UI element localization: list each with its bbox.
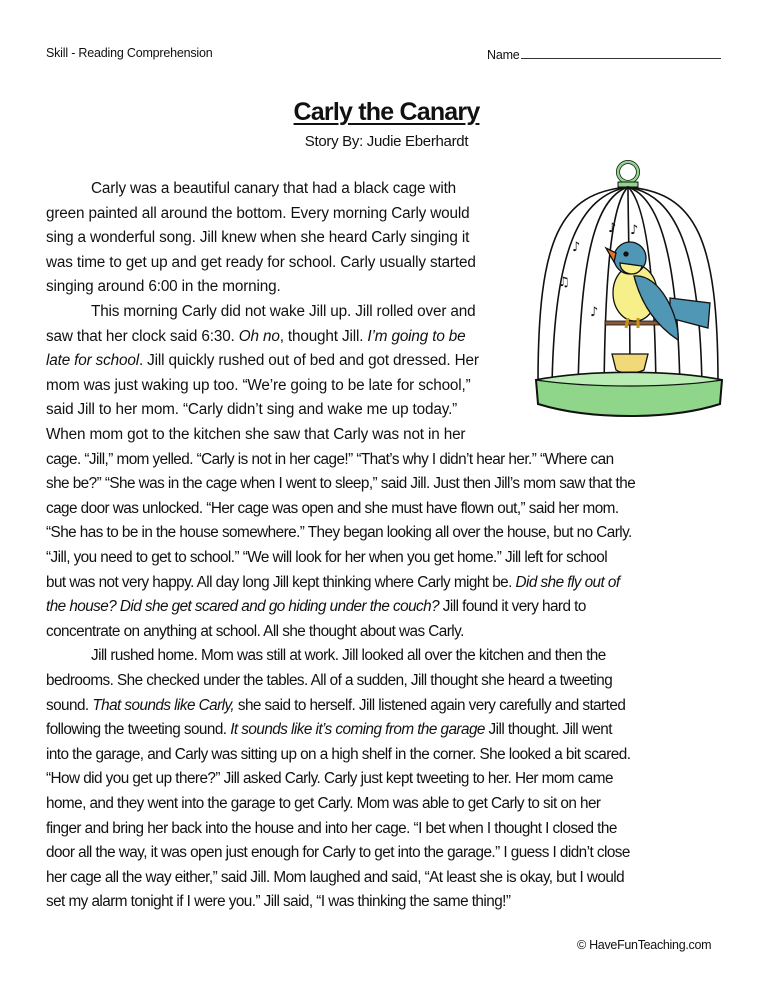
story-text: finger and bring her back into the house and into her cage. “I bet when I thought I closed the: [46, 819, 617, 837]
story-text: saw that her clock said 6:30.: [46, 327, 239, 345]
story-line: [91, 179, 456, 199]
story-line: [46, 228, 469, 248]
story-line: [46, 794, 600, 814]
story-text: set my alarm tonight if I were you.” Jill said, “I was thinking the same thing!”: [46, 893, 511, 911]
story-text: into the garage, and Carly was sitting up on a high shelf in the corner. She looked a bit scared.: [46, 745, 631, 763]
story-text: her cage all the way either,” said Jill. Mom laughed and said, “At least she is okay, but I would: [46, 868, 625, 886]
story-line: [91, 646, 606, 666]
story-text: said Jill to her mom. “Carly didn’t sing and wake me up today.”: [46, 401, 458, 419]
story-byline: Story By: Judie Eberhardt: [304, 133, 469, 150]
name-label: Name: [487, 48, 520, 62]
story-line: [46, 720, 612, 740]
story-italic-text: Did she fly out of: [515, 573, 620, 591]
story-line: [91, 302, 476, 322]
story-line: [46, 204, 470, 224]
story-italic-text: It sounds like it’s coming from the garage: [230, 721, 485, 739]
story-line: [46, 474, 635, 494]
story-text: was time to get up and get ready for school. Carly usually started: [46, 253, 476, 271]
name-blank-line[interactable]: [521, 46, 721, 59]
name-field[interactable]: [487, 46, 721, 62]
canary-cage-illustration: [530, 158, 730, 428]
story-text: “How did you get up there?” Jill asked Carly. Carly just kept tweeting to her. Her mom came: [46, 770, 613, 788]
story-line: [46, 671, 612, 691]
story-text: “She has to be in the house somewhere.” They began looking all over the house, but no Carly.: [46, 524, 632, 542]
story-line: [46, 819, 617, 839]
story-line: [46, 892, 510, 912]
story-text: , thought Jill.: [279, 327, 368, 345]
story-title-text: Carly the Canary: [293, 98, 480, 126]
story-text: home, and they went into the garage to get Carly. Mom was able to get Carly to sit on her: [46, 795, 601, 812]
story-line: [46, 622, 464, 642]
story-text: concentrate on anything at school. All she thought about was Carly.: [46, 622, 464, 640]
story-italic-text: late for school: [46, 352, 139, 370]
story-line: [46, 597, 586, 617]
cage-ring-collar: [618, 182, 638, 187]
story-line: [46, 843, 630, 863]
story-text: Carly was a beautiful canary that had a black cage with: [91, 180, 457, 197]
story-text: mom was just waking up too. “We’re going to be late for school,”: [46, 376, 471, 394]
story-text: Jill rushed home. Mom was still at work. Jill looked all over the kitchen and then the: [91, 647, 606, 665]
story-line: [46, 376, 471, 396]
skill-label: Skill - Reading Comprehension: [46, 46, 213, 60]
story-text: bedrooms. She checked under the tables. All of a sudden, Jill thought she heard a tweeting: [46, 672, 613, 689]
story-text: This morning Carly did not wake Jill up. Jill rolled over and: [91, 303, 476, 320]
food-cup: [612, 354, 648, 373]
story-line: [46, 548, 607, 568]
story-text: sound.: [46, 696, 93, 714]
story-text: sing a wonderful song. Jill knew when she heard Carly singing it: [46, 229, 470, 247]
story-text: Jill found it very hard to: [439, 598, 586, 616]
story-text: “Jill, you need to get to school.” “We will look for her when you get home.” Jill left for school: [46, 549, 608, 566]
story-line: [46, 400, 457, 420]
story-text: following the tweeting sound.: [46, 721, 231, 739]
story-text: she be?” “She was in the cage when I went to sleep,” said Jill. Just then Jill’s mom saw that the: [46, 475, 636, 493]
story-line: [46, 253, 476, 273]
story-line: [46, 351, 479, 371]
story-line: [46, 573, 620, 593]
story-text: cage. “Jill,” mom yelled. “Carly is not in her cage!” “That’s why I didn’t hear her.” “Where can: [46, 450, 614, 468]
story-title: [0, 98, 773, 127]
story-line: [46, 450, 614, 470]
story-italic-text: I’m going to be: [367, 327, 466, 345]
story-line: [46, 868, 624, 888]
story-line: [46, 769, 613, 789]
svg-text:♪: ♪: [590, 305, 599, 320]
svg-text:♫: ♫: [558, 275, 570, 290]
svg-text:♪: ♪: [630, 223, 639, 238]
story-text: singing around 6:00 in the morning.: [46, 278, 281, 296]
story-italic-text: the house? Did she get scared and go hiding under the couch?: [46, 598, 440, 616]
story-text: door all the way, it was open just enough for Carly to get into the garage.” I guess I didn’t close: [46, 844, 630, 862]
svg-text:♪: ♪: [572, 240, 581, 255]
story-text: she said to herself. Jill listened again very carefully and started: [234, 696, 626, 714]
story-line: [46, 425, 465, 445]
story-line: [46, 277, 281, 297]
story-text: green painted all around the bottom. Every morning Carly would: [46, 204, 470, 222]
story-line: [46, 499, 619, 519]
story-line: [46, 327, 466, 347]
story-text: When mom got to the kitchen she saw that Carly was not in her: [46, 426, 466, 443]
story-text: cage door was unlocked. “Her cage was open and she must have flown out,” said her mom.: [46, 499, 619, 517]
story-text: Jill thought. Jill went: [484, 721, 612, 739]
story-text: . Jill quickly rushed out of bed and got dressed. Her: [138, 352, 479, 370]
story-line: [46, 523, 632, 543]
story-text: but was not very happy. All day long Jill kept thinking where Carly might be.: [46, 573, 516, 591]
story-italic-text: That sounds like Carly,: [92, 696, 235, 714]
story-italic-text: Oh no: [238, 327, 280, 345]
svg-text:♪: ♪: [608, 221, 617, 236]
story-line: [46, 745, 630, 765]
story-line: [46, 696, 625, 716]
copyright-footer: © HaveFunTeaching.com: [577, 938, 712, 952]
